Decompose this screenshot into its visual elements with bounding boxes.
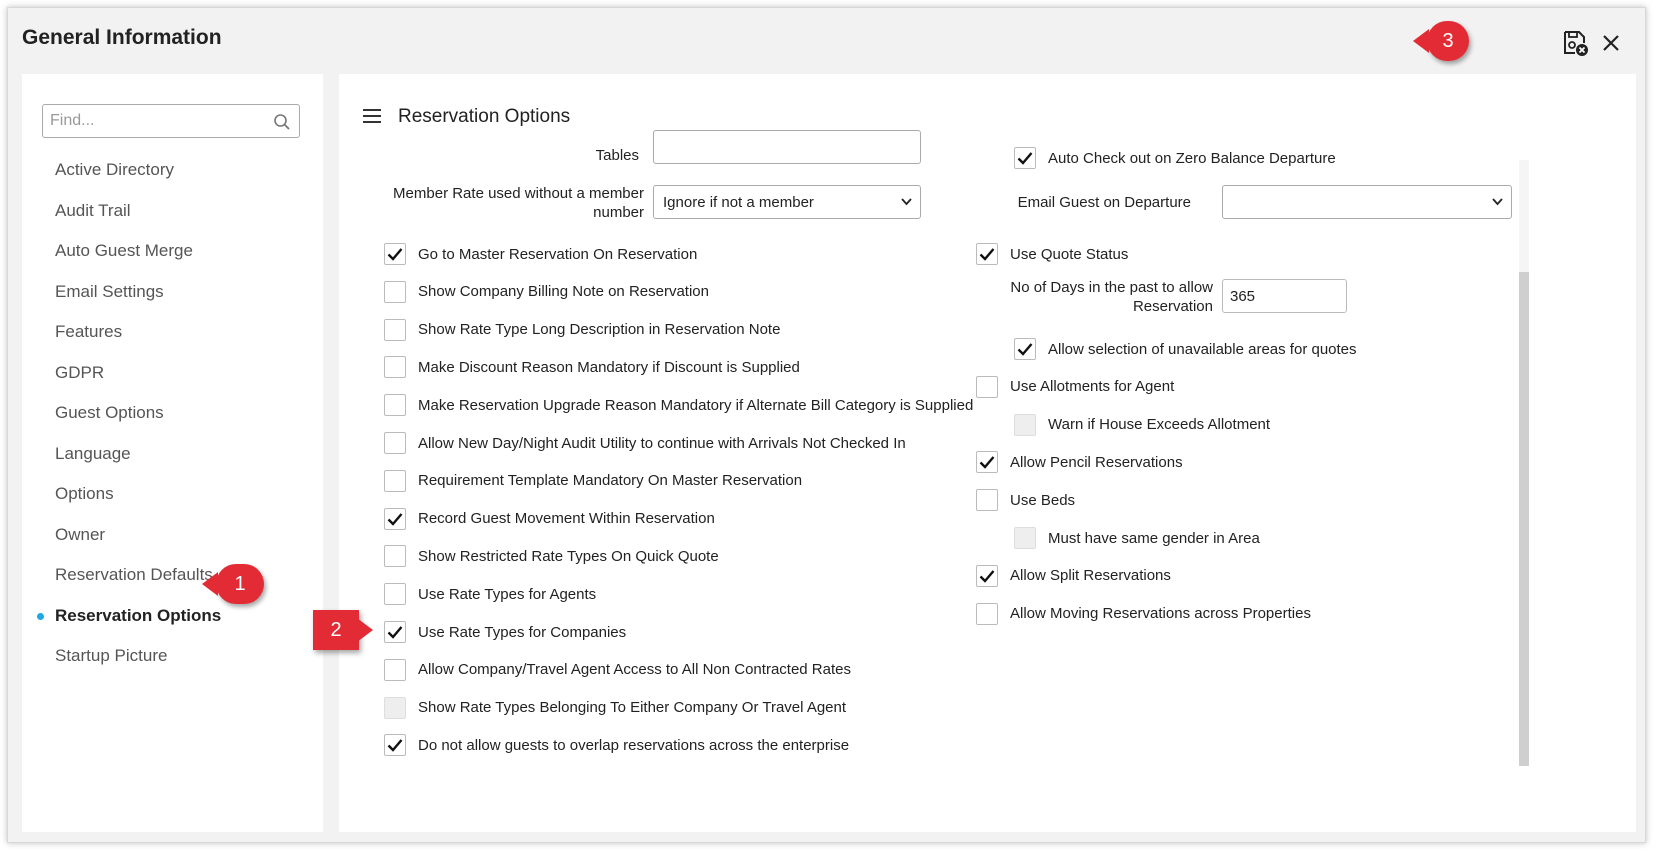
email-departure-label: Email Guest on Departure	[1017, 194, 1191, 211]
days-past-value: 365	[1230, 287, 1256, 305]
sidebar-item-label: Guest Options	[55, 403, 164, 422]
option-label: Record Guest Movement Within Reservation	[418, 510, 715, 528]
days-past-input[interactable]	[1222, 279, 1347, 313]
scrollbar-thumb[interactable]	[1519, 272, 1529, 766]
checkmark-icon	[387, 625, 403, 639]
option-label: Allow New Day/Night Audit Utility to continue with Arrivals Not Checked In	[418, 434, 906, 452]
option-row-must-have-same-gender-in-area[interactable]	[1014, 527, 1260, 549]
sidebar-item-label: Email Settings	[55, 281, 164, 301]
sidebar-item-label: Features	[55, 322, 123, 341]
auto-checkout-label: Auto Check out on Zero Balance Departure	[1048, 149, 1336, 167]
member-rate-label: Member Rate used without a member number	[393, 185, 644, 221]
sidebar-item-label: Owner	[55, 524, 106, 544]
sidebar-item-label: Options	[55, 484, 114, 503]
sidebar-item-startup-picture[interactable]	[22, 636, 323, 677]
chevron-down-icon	[901, 196, 912, 207]
sidebar	[22, 74, 323, 832]
option-row-allow-split-reservations[interactable]	[976, 565, 1171, 587]
option-checkbox[interactable]	[384, 545, 406, 567]
option-label: Use Rate Types for Agents	[418, 585, 597, 603]
option-checkbox[interactable]	[976, 451, 998, 473]
callout-2-label: 2	[330, 618, 342, 641]
option-label: Allow Split Reservations	[1010, 567, 1171, 585]
option-row-allow-moving-reservations-across-properties[interactable]	[976, 603, 1311, 625]
window-title: General Information	[22, 26, 222, 49]
sidebar-nav	[22, 150, 323, 677]
sidebar-item-label: Audit Trail	[55, 200, 131, 220]
checkmark-icon	[979, 247, 995, 261]
option-label: Show Company Billing Note on Reservation	[418, 283, 709, 301]
option-row-use-allotments-for-agent[interactable]	[976, 376, 1174, 398]
sidebar-item-label: Reservation Defaults	[55, 565, 213, 584]
sidebar-item-features[interactable]	[22, 312, 323, 353]
option-row-make-discount-reason-mandatory-if-discount-is-supplied[interactable]	[384, 356, 800, 378]
option-row-record-guest-movement-within-reservation[interactable]	[384, 508, 715, 530]
sidebar-item-email-settings[interactable]	[22, 272, 323, 313]
option-checkbox[interactable]	[384, 432, 406, 454]
callout-1	[216, 564, 264, 604]
callout-3-label: 3	[1442, 29, 1454, 52]
option-label: Allow Company/Travel Agent Access to All Non Contracted Rates	[418, 661, 851, 679]
option-checkbox[interactable]	[976, 603, 998, 625]
option-checkbox[interactable]	[384, 659, 406, 681]
option-label: Allow selection of unavailable areas for quotes	[1048, 340, 1357, 358]
sidebar-item-auto-guest-merge[interactable]	[22, 231, 323, 272]
sidebar-item-label: Language	[55, 443, 131, 463]
close-icon[interactable]	[1596, 28, 1626, 58]
callout-3	[1427, 21, 1469, 61]
active-indicator-dot	[37, 613, 44, 620]
option-row-allow-selection-of-unavailable-areas-for-quotes[interactable]	[1014, 338, 1357, 360]
option-label: Show Rate Type Long Description in Reservation Note	[418, 321, 781, 339]
chevron-down-icon	[1492, 196, 1503, 207]
option-checkbox[interactable]	[384, 319, 406, 341]
option-row-requirement-template-mandatory-on-master-reservation[interactable]	[384, 470, 802, 492]
option-label: Warn if House Exceeds Allotment	[1048, 416, 1271, 434]
checkmark-icon	[1017, 151, 1033, 165]
sidebar-item-label: Active Directory	[55, 160, 175, 179]
option-label: Must have same gender in Area	[1048, 529, 1260, 547]
find-box	[42, 104, 300, 138]
sidebar-item-gdpr[interactable]	[22, 353, 323, 394]
checkmark-icon	[387, 512, 403, 526]
sidebar-item-options[interactable]	[22, 474, 323, 515]
option-checkbox[interactable]	[384, 281, 406, 303]
checkmark-icon	[387, 738, 403, 752]
use-quote-status-row[interactable]	[976, 243, 1128, 265]
option-label: Do not allow guests to overlap reservations across the enterprise	[418, 736, 850, 754]
option-checkbox[interactable]	[384, 621, 406, 643]
cutoff-select[interactable]	[653, 130, 921, 164]
option-checkbox[interactable]	[384, 394, 406, 416]
option-row-allow-new-day-night-audit-utility-to-continue-with-arrivals-not-checked-in[interactable]	[384, 432, 906, 454]
option-label: Use Allotments for Agent	[1010, 378, 1175, 396]
option-row-allow-pencil-reservations[interactable]	[976, 451, 1183, 473]
hamburger-menu-icon[interactable]	[363, 109, 381, 125]
options-scroll-area	[339, 147, 1539, 818]
auto-checkout-row[interactable]	[1014, 147, 1336, 169]
option-checkbox	[1014, 527, 1036, 549]
checkmark-icon	[1017, 342, 1033, 356]
option-label: Make Discount Reason Mandatory if Discount is Supplied	[418, 358, 800, 376]
vertical-scrollbar[interactable]	[1519, 160, 1529, 766]
member-rate-value: Ignore if not a member	[663, 193, 814, 211]
sidebar-item-label: Startup Picture	[55, 646, 168, 665]
general-information-window	[7, 7, 1646, 843]
option-label: Show Rate Types Belonging To Either Company Or Travel Agent	[418, 699, 847, 717]
option-checkbox[interactable]	[976, 489, 998, 511]
sidebar-item-owner[interactable]	[22, 515, 323, 556]
auto-checkout-checkbox[interactable]	[1014, 147, 1036, 169]
member-rate-select[interactable]	[653, 185, 921, 219]
email-departure-select[interactable]	[1222, 185, 1512, 219]
option-row-allow-company-travel-agent-access-to-all-non-contracted-rates[interactable]	[384, 659, 851, 681]
option-row-warn-if-house-exceeds-allotment[interactable]	[1014, 414, 1270, 436]
callout-1-label: 1	[234, 572, 246, 595]
option-row-use-beds[interactable]	[976, 489, 1075, 511]
sidebar-item-reservation-options[interactable]	[22, 596, 323, 637]
option-checkbox[interactable]	[384, 356, 406, 378]
cutoff-field-label: Tables	[595, 147, 639, 164]
option-checkbox[interactable]	[384, 508, 406, 530]
sidebar-item-reservation-defaults[interactable]	[22, 555, 323, 596]
option-row-go-to-master-reservation-on-reservation[interactable]	[384, 243, 697, 265]
option-label: Allow Moving Reservations across Properties	[1010, 605, 1311, 623]
option-checkbox[interactable]	[1014, 338, 1036, 360]
sidebar-item-guest-options[interactable]	[22, 393, 323, 434]
option-label: Make Reservation Upgrade Reason Mandatory if Alternate Bill Category is Supplied	[418, 396, 974, 414]
option-label: Requirement Template Mandatory On Master Reservation	[418, 472, 803, 490]
callout-2	[313, 610, 359, 650]
sidebar-item-audit-trail[interactable]	[22, 191, 323, 232]
option-checkbox[interactable]	[976, 376, 998, 398]
save-close-icon[interactable]	[1560, 28, 1590, 58]
option-checkbox[interactable]	[976, 565, 998, 587]
use-quote-status-label: Use Quote Status	[1010, 245, 1129, 263]
sidebar-item-language[interactable]	[22, 434, 323, 475]
option-label: Go to Master Reservation On Reservation	[418, 245, 698, 263]
checkmark-icon	[979, 455, 995, 469]
option-row-use-rate-types-for-companies[interactable]	[384, 621, 626, 643]
option-checkbox[interactable]	[384, 470, 406, 492]
search-icon[interactable]	[273, 113, 291, 131]
sidebar-item-label: Reservation Options	[55, 605, 222, 625]
option-label: Show Restricted Rate Types On Quick Quote	[418, 547, 719, 565]
option-checkbox[interactable]	[384, 734, 406, 756]
option-checkbox[interactable]	[384, 583, 406, 605]
days-past-label: No of Days in the past to allow Reservation	[1010, 279, 1213, 315]
main-panel	[339, 74, 1636, 832]
option-checkbox	[384, 697, 406, 719]
sidebar-item-active-directory[interactable]	[22, 150, 323, 191]
sidebar-item-label: GDPR	[55, 362, 105, 382]
sidebar-item-label: Auto Guest Merge	[55, 241, 193, 260]
checkmark-icon	[979, 569, 995, 583]
search-input[interactable]	[48, 105, 272, 137]
use-quote-status-checkbox[interactable]	[976, 243, 998, 265]
option-row-show-rate-type-long-description-in-reservation-note[interactable]	[384, 319, 780, 341]
option-row-make-reservation-upgrade-reason-mandatory-if-alternate-bill-category-is-supplied[interactable]	[384, 394, 973, 416]
option-label: Use Beds	[1010, 491, 1076, 509]
option-label: Use Rate Types for Companies	[418, 623, 627, 641]
option-checkbox[interactable]	[384, 243, 406, 265]
option-label: Allow Pencil Reservations	[1010, 453, 1183, 471]
option-row-use-rate-types-for-agents[interactable]	[384, 583, 596, 605]
option-row-show-rate-types-belonging-to-either-company-or-travel-agent[interactable]	[384, 697, 846, 719]
option-row-show-company-billing-note-on-reservation[interactable]	[384, 281, 709, 303]
page-title: Reservation Options	[398, 106, 571, 127]
option-row-show-restricted-rate-types-on-quick-quote[interactable]	[384, 545, 719, 567]
checkmark-icon	[387, 247, 403, 261]
option-row-do-not-allow-guests-to-overlap-reservations-across-the-enterprise[interactable]	[384, 734, 849, 756]
option-checkbox	[1014, 414, 1036, 436]
